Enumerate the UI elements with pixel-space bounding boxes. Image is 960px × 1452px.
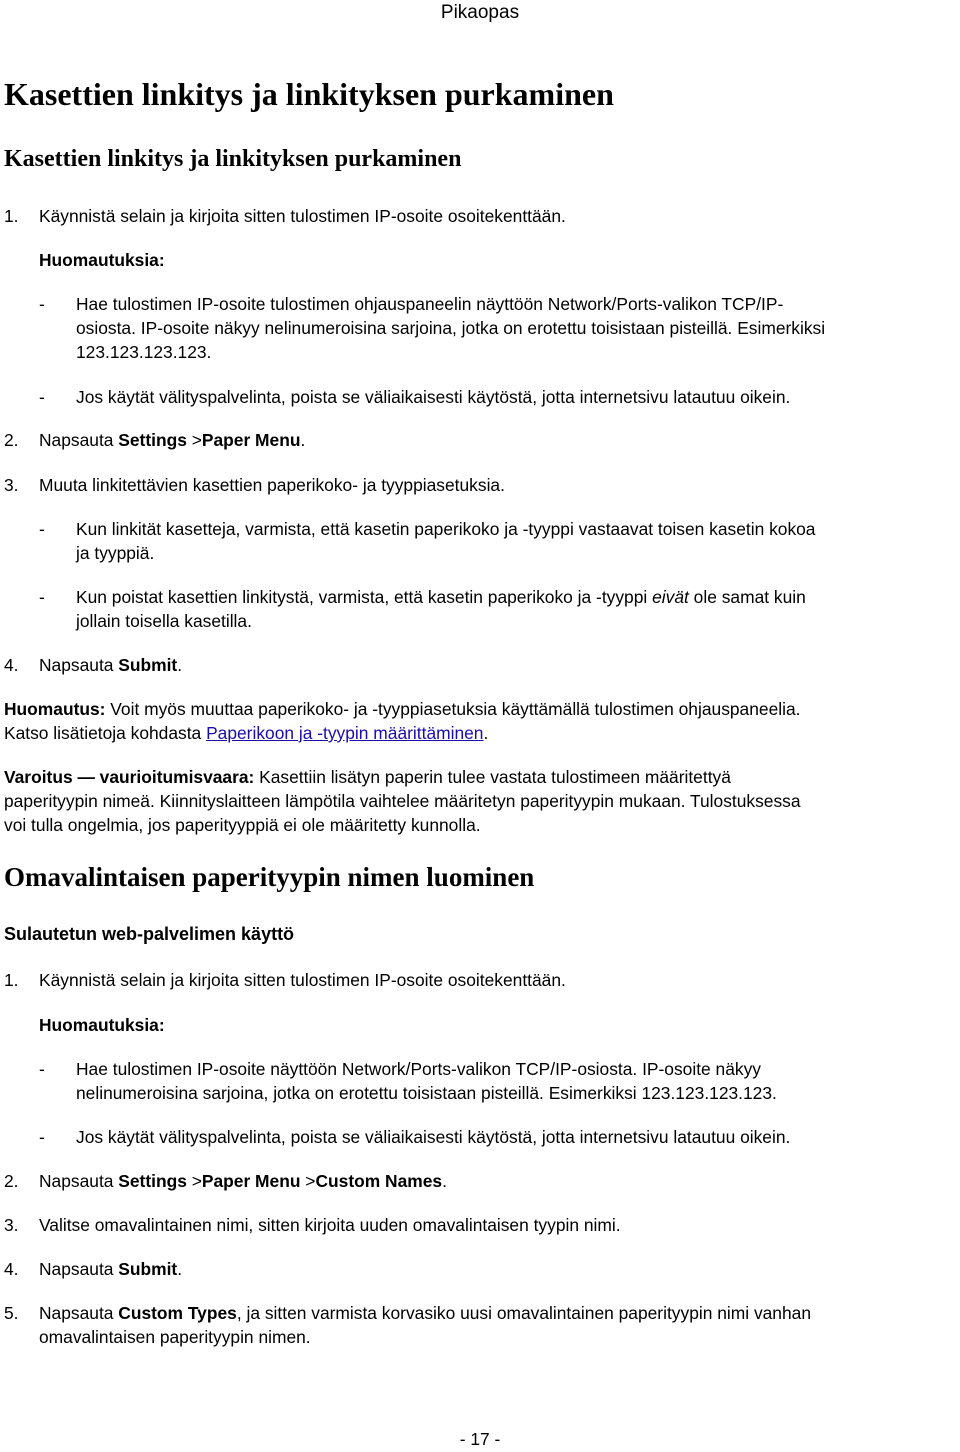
page-number: - 17 - [459, 1429, 501, 1449]
sub-line: jollain toisella kasetilla. [76, 611, 252, 631]
step-number: 3. [4, 1215, 19, 1235]
warning-paragraph: Varoitus — vaurioitumisvaara: Kasettiin lisätyn paperin tulee vastata tulostimeen määritettyä [4, 767, 731, 787]
step-number: 4. [4, 1259, 19, 1279]
note-line: osiosta. IP-osoite näkyy nelinumeroisina sarjoina, jotka on erotettu toisistaan pisteillä. Esimerkiksi [76, 318, 826, 338]
warning-paragraph: voi tulla ongelmia, jos paperityyppiä ei ole määritetty kunnolla. [4, 815, 481, 835]
bullet-dash: - [39, 1059, 45, 1079]
notes-label: Huomautuksia: [39, 250, 165, 270]
note-line: Hae tulostimen IP-osoite näyttöön Network/Ports-valikon TCP/IP-osiosta. IP-osoite näkyy [76, 1059, 761, 1079]
step-number: 2. [4, 1171, 19, 1191]
sub-line: ja tyyppiä. [76, 543, 155, 563]
step-number: 5. [4, 1303, 19, 1323]
step-text: Napsauta Settings >Paper Menu >Custom Names. [39, 1171, 447, 1191]
step-number: 3. [4, 475, 19, 495]
bullet-dash: - [39, 1127, 45, 1147]
step-text: Valitse omavalintainen nimi, sitten kirjoita uuden omavalintaisen tyypin nimi. [39, 1215, 621, 1235]
sub-line: Kun poistat kasettien linkitystä, varmista, että kasetin paperikoko ja -tyyppi eivät ole samat kuin [76, 587, 806, 607]
step-text: Napsauta Settings >Paper Menu. [39, 430, 306, 450]
step-number: 1. [4, 970, 19, 990]
warning-paragraph: paperityypin nimeä. Kiinnityslaitteen lämpötila vaihtelee määritetyn paperityypin mukaan. Tulostuksessa [4, 791, 801, 811]
bullet-dash: - [39, 294, 45, 314]
note-line: Hae tulostimen IP-osoite tulostimen ohjauspaneelin näyttöön Network/Ports-valikon TCP/IP- [76, 294, 784, 314]
section-subtitle-ews: Sulautetun web-palvelimen käyttö [4, 924, 295, 944]
paper-size-type-link[interactable]: Paperikoon ja -tyypin määrittäminen [206, 723, 484, 743]
step-text: Napsauta Submit. [39, 655, 183, 675]
note-line: Jos käytät välityspalvelinta, poista se väliaikaisesti käytöstä, jotta internetsivu latautuu oikein. [76, 387, 791, 407]
step-text: omavalintaisen paperityypin nimen. [39, 1327, 311, 1347]
step-text: Käynnistä selain ja kirjoita sitten tulostimen IP-osoite osoitekenttään. [39, 970, 566, 990]
bullet-dash: - [39, 387, 45, 407]
step-number: 1. [4, 206, 19, 226]
sub-line: Kun linkität kasetteja, varmista, että kasetin paperikoko ja -tyyppi vastaavat toisen kasetin kokoa [76, 519, 816, 539]
note-line: Jos käytät välityspalvelinta, poista se väliaikaisesti käytöstä, jotta internetsivu latautuu oikein. [76, 1127, 791, 1147]
bullet-dash: - [39, 587, 45, 607]
step-text: Käynnistä selain ja kirjoita sitten tulostimen IP-osoite osoitekenttään. [39, 206, 566, 226]
step-text: Napsauta Custom Types, ja sitten varmista korvasiko uusi omavalintainen paperityypin nimi vanhan [39, 1303, 811, 1323]
note-line: 123.123.123.123. [76, 342, 212, 362]
section-title-custom-type: Omavalintaisen paperityypin nimen luominen [4, 862, 535, 892]
step-text: Muuta linkitettävien kasettien paperikoko- ja tyyppiasetuksia. [39, 475, 505, 495]
step-number: 2. [4, 430, 19, 450]
step-number: 4. [4, 655, 19, 675]
bullet-dash: - [39, 519, 45, 539]
section-subtitle-linking: Kasettien linkitys ja linkityksen purkaminen [4, 146, 462, 172]
note-line: nelinumeroisina sarjoina, jotka on erotettu toisistaan pisteillä. Esimerkiksi 123.123.123.123. [76, 1083, 777, 1103]
section-title-linking: Kasettien linkitys ja linkityksen purkaminen [4, 76, 614, 112]
step-text: Napsauta Submit. [39, 1259, 183, 1279]
note-paragraph: Katso lisätietoja kohdasta Paperikoon ja -tyypin määrittäminen. [4, 723, 489, 743]
notes-label: Huomautuksia: [39, 1015, 165, 1035]
page-header: Pikaopas [440, 2, 520, 23]
note-paragraph: Huomautus: Voit myös muuttaa paperikoko- ja -tyyppiasetuksia käyttämällä tulostimen ohjauspaneelia. [4, 699, 801, 719]
